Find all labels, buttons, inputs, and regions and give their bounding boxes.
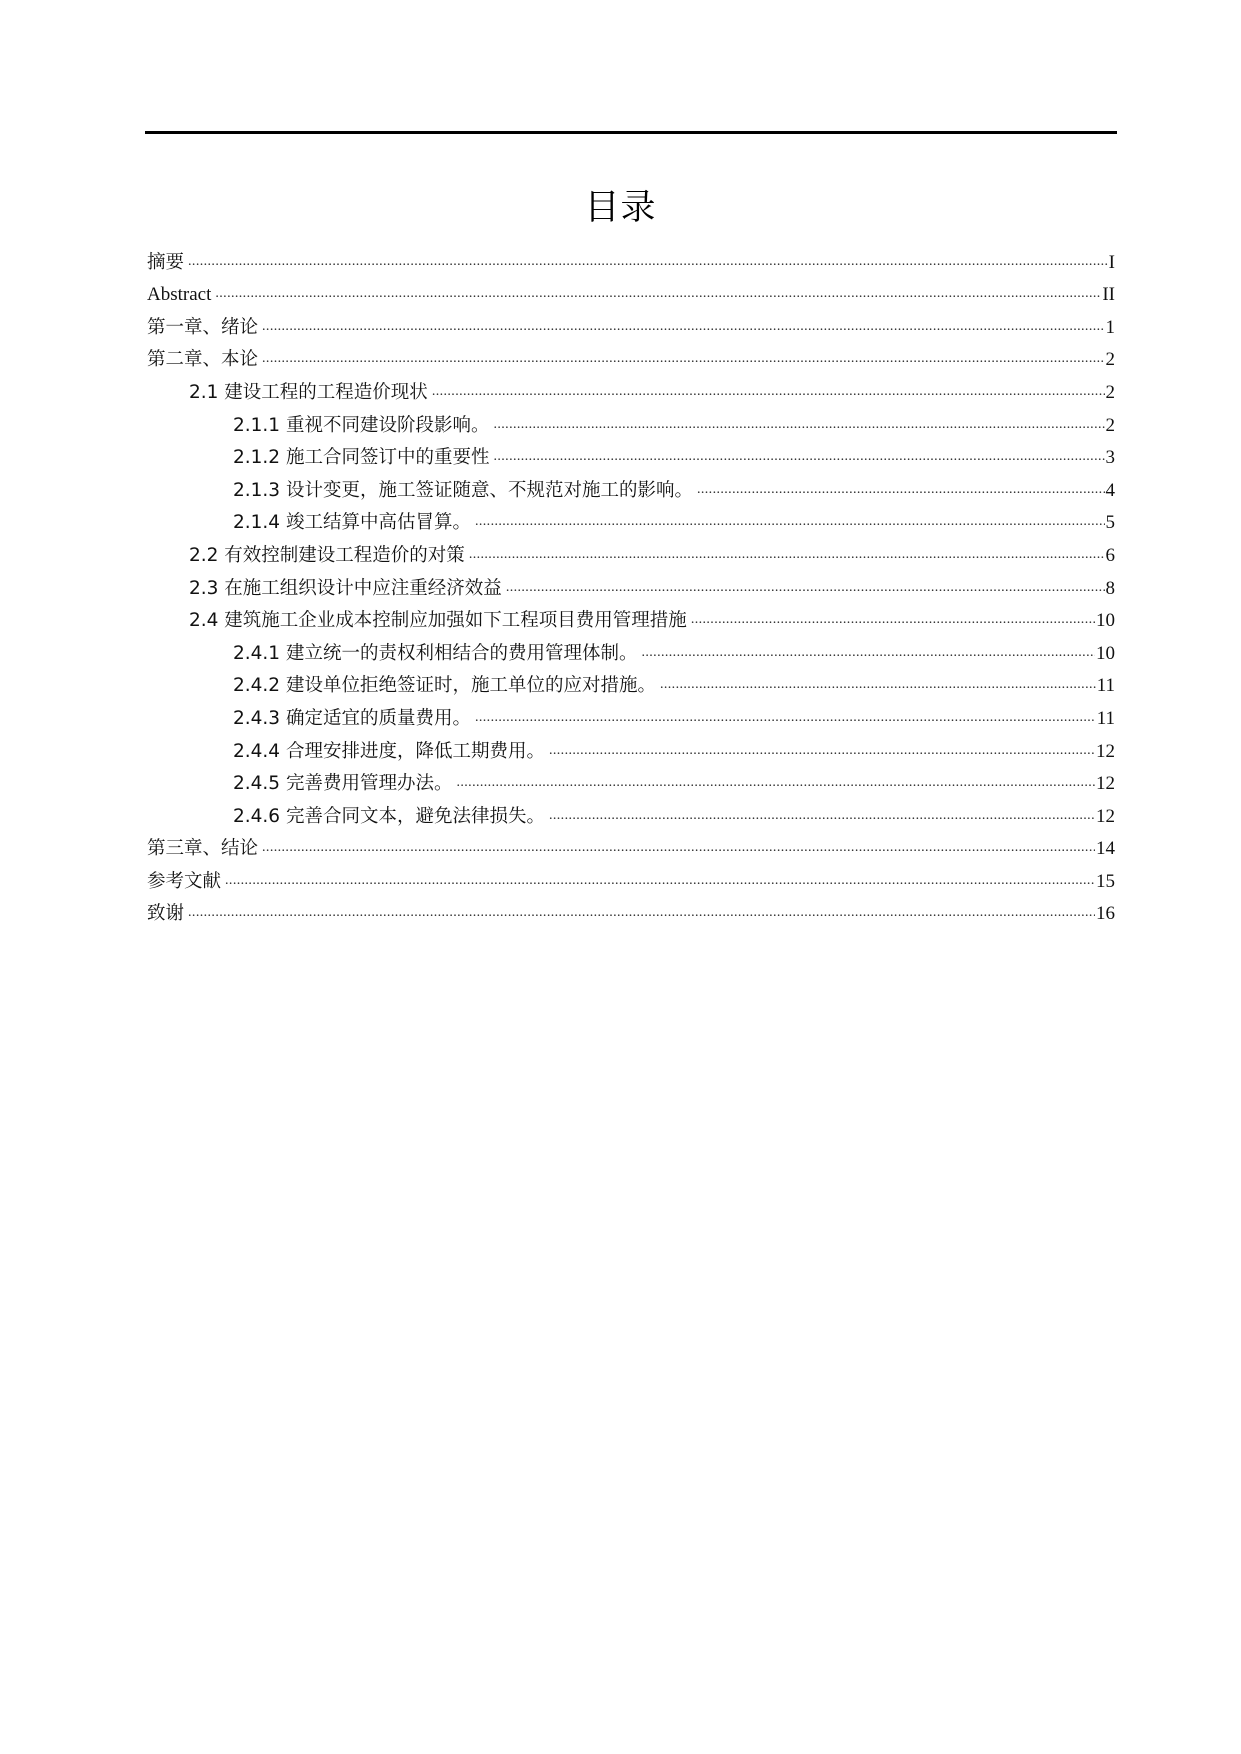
toc-dot-leader <box>188 903 1095 923</box>
toc-entry-section-2-4-3[interactable] <box>147 698 1115 731</box>
toc-dot-leader <box>215 284 1101 304</box>
toc-page-number: 12 <box>1096 740 1115 762</box>
toc-entry-label: 2.1 建设工程的工程造价现状 <box>189 381 428 403</box>
toc-entry-label: 第三章、结论 <box>147 838 259 860</box>
toc-page-number: 11 <box>1096 675 1115 697</box>
toc-entry-label: 第二章、本论 <box>147 349 259 371</box>
toc-page-number: 12 <box>1096 805 1115 827</box>
toc-page-number: I <box>1108 251 1115 273</box>
toc-entry-label: 2.1.4 竣工结算中高估冒算。 <box>233 512 471 534</box>
toc-entry-label: Abstract <box>147 284 212 306</box>
toc-entry-label: 参考文献 <box>147 870 222 892</box>
toc-page-number: 15 <box>1096 870 1115 892</box>
toc-page-number: 10 <box>1096 610 1115 632</box>
toc-page-number: 2 <box>1105 381 1115 403</box>
toc-entry-acknowledgements[interactable] <box>147 894 1115 927</box>
toc-dot-leader <box>660 675 1096 695</box>
toc-dot-leader <box>469 545 1105 565</box>
toc-entry-label: 2.1.3 设计变更，施工签证随意、不规范对施工的影响。 <box>233 479 693 501</box>
table-of-contents <box>147 242 1115 926</box>
toc-entry-label: 2.4.1 建立统一的责权利相结合的费用管理体制。 <box>233 642 638 664</box>
toc-entry-chapter-3[interactable] <box>147 829 1115 862</box>
toc-dot-leader <box>641 643 1095 663</box>
toc-page-number: 3 <box>1105 447 1115 469</box>
toc-dot-leader <box>262 838 1095 858</box>
toc-dot-leader <box>432 382 1105 402</box>
toc-entry-section-2-1-2[interactable] <box>147 438 1115 471</box>
toc-entry-section-2-4-2[interactable] <box>147 666 1115 699</box>
toc-dot-leader <box>506 578 1105 598</box>
toc-entry-section-2-4-4[interactable] <box>147 731 1115 764</box>
toc-entry-section-2-1[interactable] <box>147 372 1115 405</box>
toc-entry-label: 摘要 <box>147 251 185 273</box>
toc-entry-label: 2.3 在施工组织设计中应注重经济效益 <box>189 577 502 599</box>
toc-entry-chapter-2[interactable] <box>147 340 1115 373</box>
toc-entry-section-2-1-4[interactable] <box>147 503 1115 536</box>
toc-dot-leader <box>549 806 1095 826</box>
toc-page-number: 6 <box>1105 544 1115 566</box>
toc-dot-leader <box>697 480 1105 500</box>
toc-entry-abstract-en[interactable] <box>147 275 1115 308</box>
toc-page-number: 5 <box>1105 512 1115 534</box>
toc-dot-leader <box>262 349 1104 369</box>
toc-entry-abstract-cn[interactable] <box>147 242 1115 275</box>
toc-entry-section-2-4-6[interactable] <box>147 796 1115 829</box>
toc-page-number: 2 <box>1105 349 1115 371</box>
toc-entry-chapter-1[interactable] <box>147 307 1115 340</box>
toc-entry-section-2-3[interactable] <box>147 568 1115 601</box>
toc-page-number: 4 <box>1105 479 1115 501</box>
toc-entry-label: 2.4.5 完善费用管理办法。 <box>233 773 453 795</box>
toc-dot-leader <box>493 415 1104 435</box>
toc-dot-leader <box>475 512 1105 532</box>
toc-dot-leader <box>549 741 1095 761</box>
toc-entry-section-2-4-5[interactable] <box>147 764 1115 797</box>
toc-dot-leader <box>456 773 1095 793</box>
toc-page-number: 11 <box>1096 707 1115 729</box>
toc-entry-references[interactable] <box>147 861 1115 894</box>
toc-entry-label: 2.1.1 重视不同建设阶段影响。 <box>233 414 490 436</box>
toc-entry-label: 2.4 建筑施工企业成本控制应加强如下工程项目费用管理措施 <box>189 610 687 632</box>
toc-entry-section-2-4-1[interactable] <box>147 633 1115 666</box>
toc-entry-label: 2.4.6 完善合同文本，避免法律损失。 <box>233 805 545 827</box>
toc-page-number: 14 <box>1096 838 1115 860</box>
toc-dot-leader <box>691 610 1095 630</box>
header-rule <box>145 131 1117 134</box>
toc-page-number: 1 <box>1105 316 1115 338</box>
toc-entry-section-2-4[interactable] <box>147 601 1115 634</box>
toc-entry-label: 2.4.4 合理安排进度，降低工期费用。 <box>233 740 545 762</box>
toc-entry-label: 2.4.3 确定适宜的质量费用。 <box>233 707 471 729</box>
toc-page-number: 8 <box>1105 577 1115 599</box>
toc-page-number: 10 <box>1096 642 1115 664</box>
toc-entry-label: 致谢 <box>147 903 185 925</box>
toc-dot-leader <box>188 252 1108 272</box>
toc-page-number: II <box>1102 284 1115 306</box>
toc-entry-section-2-1-3[interactable] <box>147 470 1115 503</box>
toc-entry-label: 2.4.2 建设单位拒绝签证时，施工单位的应对措施。 <box>233 675 656 697</box>
toc-entry-label: 2.2 有效控制建设工程造价的对策 <box>189 544 465 566</box>
toc-dot-leader <box>493 447 1104 467</box>
toc-page-number: 12 <box>1096 773 1115 795</box>
toc-page-number: 2 <box>1105 414 1115 436</box>
toc-dot-leader <box>225 871 1095 891</box>
toc-entry-label: 2.1.2 施工合同签订中的重要性 <box>233 447 490 469</box>
toc-dot-leader <box>262 317 1104 337</box>
toc-dot-leader <box>475 708 1096 728</box>
page-title: 目录 <box>584 188 657 228</box>
toc-entry-section-2-1-1[interactable] <box>147 405 1115 438</box>
toc-entry-label: 第一章、绪论 <box>147 316 259 338</box>
toc-entry-section-2-2[interactable] <box>147 535 1115 568</box>
toc-page-number: 16 <box>1096 903 1115 925</box>
